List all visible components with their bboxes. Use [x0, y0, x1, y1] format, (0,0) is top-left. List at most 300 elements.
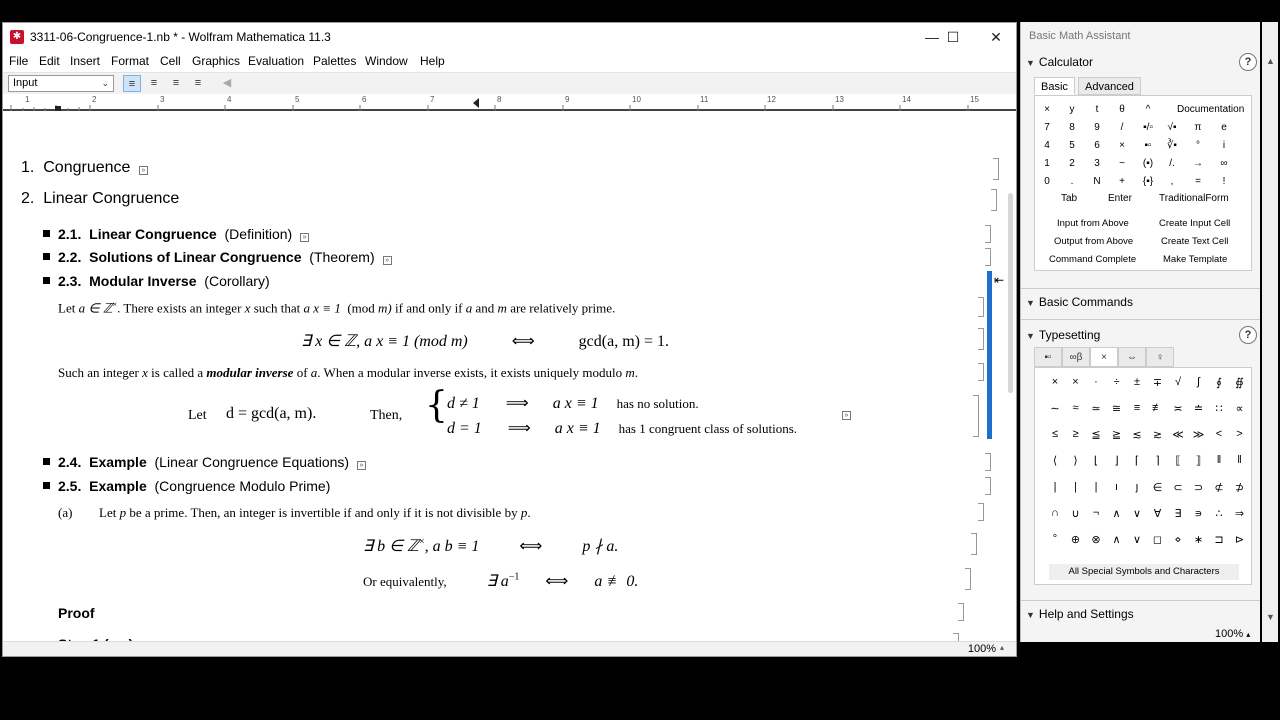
- math: a: [465, 300, 473, 316]
- symbol-key[interactable]: ±: [1133, 376, 1141, 388]
- symbol-key[interactable]: ∧: [1112, 508, 1121, 520]
- vertical-scrollbar[interactable]: [1006, 113, 1016, 643]
- palette-scrollbar[interactable]: [1262, 22, 1278, 642]
- key[interactable]: θ: [1119, 104, 1125, 115]
- math: a ∈ ℤ: [78, 300, 113, 316]
- ruler-label: 14: [902, 95, 911, 104]
- resize-cursor-icon: ⇤: [994, 273, 1005, 287]
- display-equation-1[interactable]: [301, 331, 669, 351]
- symbol-key[interactable]: ¬: [1092, 507, 1100, 519]
- menu-file[interactable]: File: [9, 54, 29, 68]
- symbol-key[interactable]: ⊗: [1091, 534, 1101, 546]
- key[interactable]: ×: [1044, 104, 1050, 115]
- menu-evaluation[interactable]: Evaluation: [248, 54, 305, 68]
- cell-bracket[interactable]: [958, 603, 964, 621]
- subsection-title: Example: [89, 478, 147, 494]
- subsection-2-2[interactable]: [43, 249, 392, 265]
- close-button[interactable]: ✕: [990, 29, 1002, 45]
- key[interactable]: !: [1222, 176, 1226, 187]
- symbol-key[interactable]: √: [1174, 376, 1182, 388]
- math: ×: [112, 300, 118, 309]
- tab-templates[interactable]: ▪▫: [1034, 347, 1062, 367]
- symbol-key[interactable]: ≅: [1111, 403, 1122, 415]
- symbol-key[interactable]: ≢: [1152, 402, 1163, 414]
- symbol-key[interactable]: ∯: [1235, 377, 1244, 389]
- display-equation-3[interactable]: [363, 536, 618, 556]
- symbol-key[interactable]: ∍: [1194, 508, 1203, 520]
- symbol-key[interactable]: ∀: [1153, 508, 1162, 520]
- symbol-key[interactable]: ∩: [1051, 507, 1059, 519]
- key[interactable]: N: [1093, 176, 1101, 187]
- key[interactable]: 1: [1044, 158, 1050, 169]
- cell-bracket[interactable]: [965, 568, 971, 590]
- text: if and only if: [395, 300, 463, 316]
- symbol-key[interactable]: ı: [1114, 481, 1119, 493]
- symbol-key[interactable]: ⟦: [1175, 455, 1181, 467]
- section-title: Congruence: [43, 159, 131, 176]
- math: ∃ b ∈ ℤ: [363, 538, 419, 555]
- ruler-label: 1: [25, 95, 30, 104]
- divider: [1021, 288, 1260, 289]
- symbol-key[interactable]: °: [1052, 533, 1058, 545]
- key[interactable]: y: [1069, 104, 1075, 115]
- symbol-key[interactable]: ∗: [1193, 534, 1204, 546]
- symbol-key[interactable]: ∪: [1071, 508, 1080, 520]
- chevron-up-icon[interactable]: ▴: [999, 643, 1004, 652]
- menu-edit[interactable]: Edit: [39, 54, 60, 68]
- symbol-key[interactable]: ⊂: [1173, 482, 1183, 494]
- chevron-down-icon: ⌄: [101, 78, 109, 88]
- symbol-key[interactable]: ⊃: [1193, 482, 1204, 494]
- key[interactable]: 9: [1094, 122, 1100, 133]
- symbol-key[interactable]: ⊐: [1214, 534, 1224, 546]
- symbol-key[interactable]: ⌋: [1114, 455, 1119, 467]
- symbol-grid: [1034, 367, 1252, 585]
- ruler[interactable]: [3, 95, 1016, 111]
- text: . There exists an integer: [117, 300, 242, 316]
- symbol-key[interactable]: ∃: [1174, 508, 1182, 520]
- scroll-down-icon[interactable]: ▼: [1266, 612, 1275, 622]
- symbol-key[interactable]: ⋄: [1174, 534, 1182, 546]
- menu-graphics[interactable]: Graphics: [192, 54, 241, 68]
- tab-misc[interactable]: ♀: [1146, 347, 1174, 367]
- key[interactable]: i: [1222, 140, 1226, 151]
- cell-bracket[interactable]: [978, 328, 984, 350]
- symbol-key[interactable]: ∮: [1216, 377, 1222, 389]
- text: Let: [58, 300, 76, 316]
- subsection-2-4[interactable]: [43, 454, 366, 470]
- input-from-above-button[interactable]: Input from Above: [1057, 218, 1129, 229]
- subsection-tag: (Congruence Modulo Prime): [154, 478, 331, 494]
- tab-greek[interactable]: ∞β: [1062, 347, 1090, 367]
- key[interactable]: /: [1120, 122, 1124, 133]
- symbol-key[interactable]: ≪: [1172, 429, 1184, 441]
- text: of: [296, 365, 308, 380]
- make-template-button[interactable]: Make Template: [1163, 254, 1228, 265]
- symbol-key[interactable]: ∓: [1152, 377, 1163, 389]
- symbol-key[interactable]: ⌊: [1093, 455, 1099, 467]
- key[interactable]: ∞: [1220, 158, 1228, 169]
- title-bar: [3, 23, 1016, 51]
- symbol-key[interactable]: ∨: [1132, 534, 1142, 546]
- symbol-key[interactable]: ȷ: [1135, 481, 1139, 493]
- math: , a b ≡ 1: [424, 538, 480, 555]
- key[interactable]: ∛▪: [1167, 140, 1177, 151]
- section-linear-congruence[interactable]: [21, 190, 179, 208]
- align-right-icon[interactable]: ≡: [172, 77, 180, 89]
- math: a ≢ 0.: [594, 573, 639, 590]
- text: Let: [99, 505, 117, 520]
- math: ⟺: [519, 538, 543, 555]
- key[interactable]: π: [1194, 122, 1202, 133]
- key[interactable]: /.: [1169, 158, 1175, 169]
- triangle-down-icon: ▼: [1026, 331, 1035, 341]
- text: has no solution.: [616, 396, 699, 411]
- cell-bracket[interactable]: [991, 189, 997, 211]
- cell-bracket[interactable]: [978, 297, 984, 317]
- key[interactable]: {▪}: [1142, 176, 1154, 187]
- math: p ∤ a.: [582, 538, 619, 555]
- math: (mod: [347, 300, 375, 316]
- divider: [1021, 319, 1260, 320]
- symbol-key[interactable]: ×: [1072, 376, 1079, 388]
- calculator-section-header[interactable]: [1026, 55, 1093, 69]
- cell-bracket[interactable]: [985, 477, 991, 495]
- math: ⟹: [505, 395, 529, 412]
- command-complete-button[interactable]: Command Complete: [1049, 254, 1137, 265]
- symbol-key[interactable]: ⟩: [1073, 455, 1078, 467]
- subsection-title: Linear Congruence: [89, 226, 217, 242]
- open-group-icon[interactable]: »: [383, 256, 392, 265]
- math: ⟺: [511, 333, 535, 350]
- math: ⟹: [507, 420, 531, 437]
- math: a x ≡ 1: [303, 300, 341, 316]
- symbol-key[interactable]: ≤: [1051, 428, 1059, 440]
- math: p: [119, 505, 127, 520]
- traditionalform-key[interactable]: TraditionalForm: [1159, 193, 1229, 204]
- chevron-up-icon: ▴: [1246, 630, 1251, 639]
- tab-key[interactable]: Tab: [1061, 193, 1078, 204]
- subsection-number: 2.2.: [58, 249, 82, 265]
- basic-math-assistant-palette: [1020, 22, 1260, 642]
- text: has 1 congruent class of solutions.: [618, 421, 798, 436]
- ruler-label: 7: [430, 95, 435, 104]
- math: d = 1: [447, 420, 482, 437]
- ruler-label: 12: [767, 95, 776, 104]
- text: and: [475, 300, 495, 316]
- let-label: Let: [188, 408, 207, 423]
- tab-advanced[interactable]: Advanced: [1078, 77, 1141, 95]
- ruler-label: 6: [362, 95, 367, 104]
- cell-style-value: Input: [13, 77, 38, 89]
- symbol-key[interactable]: ≍: [1173, 403, 1183, 415]
- key[interactable]: .: [1070, 176, 1074, 187]
- symbol-key[interactable]: ⌈: [1134, 455, 1140, 467]
- symbol-key[interactable]: ≳: [1152, 429, 1163, 441]
- basic-commands-section-header[interactable]: [1026, 295, 1133, 309]
- key[interactable]: 4: [1044, 140, 1050, 151]
- notebook-content[interactable]: [3, 113, 988, 643]
- symbol-key[interactable]: ⌉: [1155, 455, 1160, 467]
- symbol-key[interactable]: ⟧: [1195, 455, 1202, 467]
- symbol-key[interactable]: ≥: [1072, 428, 1079, 440]
- key[interactable]: −: [1119, 158, 1125, 169]
- palette-zoom-level[interactable]: [1215, 628, 1250, 640]
- gcd-definition: d = gcd(a, m).: [226, 405, 317, 422]
- menu-help[interactable]: Help: [420, 54, 445, 68]
- subsection-tag: (Linear Congruence Equations): [154, 454, 350, 470]
- menu-insert[interactable]: Insert: [70, 54, 101, 68]
- math: ⟺: [545, 573, 569, 590]
- create-input-cell-button[interactable]: Create Input Cell: [1159, 218, 1231, 229]
- cell-bracket[interactable]: [978, 503, 984, 521]
- key[interactable]: °: [1196, 140, 1200, 151]
- symbol-key[interactable]: ≦: [1091, 429, 1101, 441]
- key[interactable]: t: [1095, 104, 1099, 115]
- open-group-icon[interactable]: »: [139, 166, 148, 175]
- key[interactable]: ▪▫: [1144, 140, 1152, 151]
- key[interactable]: 8: [1069, 122, 1075, 133]
- math: a x ≡ 1: [554, 420, 601, 437]
- key[interactable]: ^: [1145, 104, 1151, 115]
- symbol-key[interactable]: ∫: [1196, 376, 1200, 388]
- bullet-icon: [43, 230, 50, 237]
- subsection-title: Solutions of Linear Congruence: [89, 249, 302, 265]
- text: Or equivalently,: [363, 574, 447, 589]
- cell-bracket[interactable]: [973, 395, 979, 437]
- ruler-label: 13: [835, 95, 844, 104]
- ruler-label: 3: [160, 95, 165, 104]
- symbol-key[interactable]: ∈: [1152, 482, 1163, 494]
- symbol-key[interactable]: ⟨: [1052, 455, 1058, 467]
- symbol-key[interactable]: ≧: [1111, 429, 1122, 441]
- math: a x ≡ 1: [552, 395, 599, 412]
- minimize-button[interactable]: —: [925, 29, 939, 45]
- open-group-icon[interactable]: »: [842, 411, 851, 420]
- math: ∃ a: [486, 573, 509, 590]
- ruler-label: 2: [92, 95, 97, 104]
- calculator-keypad: [1034, 95, 1252, 271]
- symbol-key[interactable]: ⊕: [1070, 534, 1081, 546]
- menu-window[interactable]: Window: [365, 54, 408, 68]
- subsection-number: 2.1.: [58, 226, 82, 242]
- cell-bracket[interactable]: [993, 158, 999, 180]
- section-number: 1.: [21, 159, 35, 176]
- ruler-label: 15: [970, 95, 979, 104]
- zoom-level[interactable]: 100%: [967, 643, 996, 655]
- symbol-key[interactable]: ≲: [1132, 429, 1142, 441]
- symbol-key[interactable]: ⊄: [1214, 482, 1224, 494]
- text-cell-prime[interactable]: [99, 505, 531, 521]
- symbol-key[interactable]: ·: [1094, 376, 1098, 388]
- enter-key[interactable]: Enter: [1108, 193, 1132, 204]
- section-label: Calculator: [1038, 55, 1093, 69]
- key[interactable]: 3: [1094, 158, 1100, 169]
- symbol-key[interactable]: ∝: [1235, 403, 1244, 415]
- menu-cell[interactable]: Cell: [160, 54, 181, 68]
- cell-bracket[interactable]: [985, 248, 991, 266]
- help-icon[interactable]: ?: [1239, 326, 1257, 344]
- text: are relatively prime.: [510, 300, 616, 316]
- ruler-ticks: [3, 95, 1003, 111]
- left-brace-icon: {: [425, 385, 448, 426]
- symbol-key[interactable]: ⇒: [1234, 508, 1245, 520]
- symbol-key[interactable]: ≡: [1133, 402, 1141, 414]
- symbol-key[interactable]: ∷: [1215, 403, 1223, 415]
- tab-basic[interactable]: Basic: [1034, 77, 1075, 95]
- typesetting-section-header[interactable]: [1026, 328, 1100, 342]
- subsection-number: 2.5.: [58, 478, 82, 494]
- section-label: Basic Commands: [1038, 295, 1133, 309]
- symbol-key[interactable]: ∨: [1132, 508, 1142, 520]
- status-bar: [3, 641, 1016, 657]
- subsection-title: Example: [89, 454, 147, 470]
- section-label: Help and Settings: [1038, 607, 1134, 621]
- back-arrow-icon[interactable]: ◀: [222, 77, 232, 89]
- tab-operators[interactable]: ×: [1090, 347, 1118, 367]
- key[interactable]: →: [1193, 158, 1203, 169]
- emphasis: modular inverse: [206, 365, 294, 380]
- key[interactable]: 0: [1044, 176, 1050, 187]
- section-number: 2.: [21, 190, 35, 207]
- triangle-down-icon: ▼: [1026, 610, 1035, 620]
- subsection-title: Modular Inverse: [89, 273, 197, 289]
- ruler-label: 9: [565, 95, 570, 104]
- symbol-key[interactable]: |: [1074, 481, 1077, 493]
- selected-cell-bracket[interactable]: [987, 271, 992, 439]
- math: m: [625, 365, 635, 380]
- section-label: Typesetting: [1038, 328, 1101, 342]
- then-label: Then,: [370, 408, 403, 423]
- key[interactable]: ×: [1119, 140, 1125, 151]
- ruler-label: 11: [700, 95, 709, 104]
- bullet-icon: [43, 253, 50, 260]
- symbol-key[interactable]: ≫: [1192, 429, 1205, 441]
- math: x: [142, 365, 148, 380]
- text-cell-corollary[interactable]: [58, 300, 615, 316]
- scrollbar-thumb[interactable]: [1008, 193, 1013, 393]
- text: is called a: [151, 365, 204, 380]
- symbol-key[interactable]: ≃: [1091, 403, 1101, 415]
- proof-heading[interactable]: Proof: [58, 605, 95, 621]
- symbol-key[interactable]: ∼: [1050, 403, 1060, 415]
- documentation-link[interactable]: Documentation: [1177, 104, 1245, 115]
- symbol-key[interactable]: ‖: [1216, 454, 1222, 466]
- symbol-key[interactable]: ◻: [1152, 534, 1163, 546]
- toolbar: [3, 72, 1016, 94]
- symbol-key[interactable]: ⊳: [1234, 534, 1245, 546]
- key[interactable]: =: [1195, 176, 1201, 187]
- bullet-icon: [43, 277, 50, 284]
- key[interactable]: e: [1221, 122, 1227, 133]
- section-title: Linear Congruence: [43, 190, 180, 207]
- math: d ≠ 1: [447, 395, 480, 412]
- align-left-icon[interactable]: ≡: [123, 75, 141, 92]
- maximize-button[interactable]: ☐: [946, 29, 960, 45]
- divider: [1021, 600, 1260, 601]
- tab-arrows[interactable]: ⇔: [1118, 347, 1146, 367]
- symbol-key[interactable]: ≈: [1072, 402, 1079, 414]
- output-from-above-button[interactable]: Output from Above: [1054, 236, 1134, 247]
- text: .: [527, 505, 531, 520]
- symbol-key[interactable]: ‖: [1237, 454, 1242, 466]
- create-text-cell-button[interactable]: Create Text Cell: [1161, 236, 1229, 247]
- open-group-icon[interactable]: »: [300, 233, 309, 242]
- symbol-key[interactable]: ÷: [1113, 376, 1120, 388]
- subsection-2-3[interactable]: [43, 273, 270, 289]
- subsection-tag: (Theorem): [309, 249, 375, 265]
- subsection-tag: (Corollary): [204, 273, 270, 289]
- key[interactable]: ,: [1170, 176, 1174, 187]
- cell-bracket[interactable]: [985, 225, 991, 243]
- open-group-icon[interactable]: »: [357, 461, 366, 470]
- text: such that: [253, 300, 301, 316]
- palette-title: Basic Math Assistant: [1029, 30, 1131, 42]
- math: gcd(a, m) = 1.: [578, 333, 669, 350]
- math: −1: [508, 571, 520, 583]
- all-special-symbols-button[interactable]: All Special Symbols and Characters: [1049, 564, 1239, 580]
- key[interactable]: 7: [1044, 122, 1050, 133]
- math: m): [378, 300, 392, 316]
- key[interactable]: (▪): [1142, 158, 1154, 169]
- subsection-2-1[interactable]: [43, 226, 309, 242]
- math: a: [310, 365, 318, 380]
- symbol-key[interactable]: |: [1053, 481, 1057, 493]
- bullet-icon: [43, 458, 50, 465]
- subsection-tag: (Definition): [224, 226, 293, 242]
- help-icon[interactable]: ?: [1239, 53, 1257, 71]
- section-congruence[interactable]: [21, 159, 148, 177]
- key[interactable]: 2: [1069, 158, 1075, 169]
- menu-palettes[interactable]: Palettes: [313, 54, 357, 68]
- display-equation-4[interactable]: [363, 571, 638, 591]
- menu-format[interactable]: Format: [111, 54, 150, 68]
- cell-style-select[interactable]: [8, 75, 114, 92]
- key[interactable]: ▪/▫: [1143, 122, 1153, 133]
- key[interactable]: √▪: [1167, 122, 1177, 133]
- math: m: [497, 300, 507, 316]
- triangle-down-icon: ▼: [1026, 58, 1035, 68]
- symbol-key[interactable]: |: [1094, 481, 1098, 493]
- scroll-up-icon[interactable]: ▲: [1266, 56, 1275, 66]
- cell-bracket[interactable]: [971, 533, 977, 555]
- item-a-label: (a): [58, 505, 73, 520]
- align-center-icon[interactable]: ≡: [150, 77, 158, 89]
- bullet-icon: [43, 482, 50, 489]
- menu-bar: [3, 51, 1016, 71]
- help-settings-section-header[interactable]: [1026, 607, 1134, 621]
- key[interactable]: 5: [1069, 140, 1075, 151]
- subsection-2-5[interactable]: [43, 478, 330, 494]
- key[interactable]: +: [1119, 176, 1125, 187]
- symbol-key[interactable]: <: [1215, 428, 1223, 440]
- symbol-key[interactable]: >: [1236, 428, 1243, 440]
- text: .: [634, 365, 639, 380]
- ruler-label: 5: [295, 95, 300, 104]
- symbol-key[interactable]: ∧: [1112, 534, 1121, 546]
- symbol-key[interactable]: ∴: [1215, 508, 1223, 520]
- key[interactable]: 6: [1094, 140, 1100, 151]
- symbol-key[interactable]: ≐: [1193, 403, 1204, 415]
- math: x: [244, 300, 251, 316]
- cell-bracket[interactable]: [978, 363, 984, 381]
- mathematica-icon: ✱: [10, 30, 24, 44]
- text-cell-modular-inverse[interactable]: [58, 365, 638, 381]
- symbol-key[interactable]: ⊅: [1234, 482, 1245, 494]
- cell-bracket[interactable]: [985, 453, 991, 471]
- symbol-key[interactable]: ×: [1051, 376, 1059, 388]
- justify-icon[interactable]: ≡: [194, 77, 202, 89]
